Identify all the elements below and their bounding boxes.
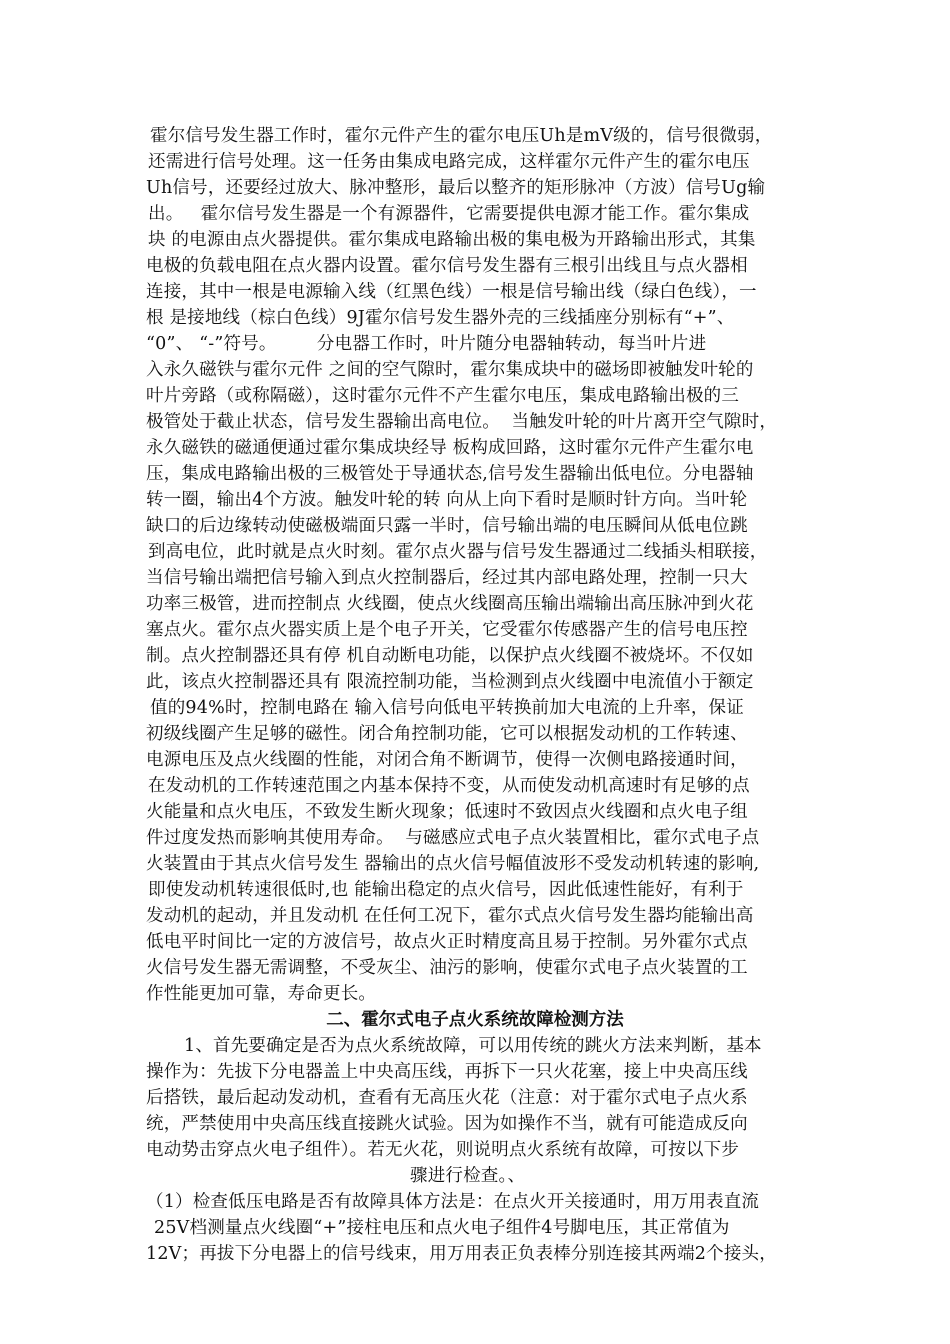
body-line: 制。点火控制器还具有停 机自动断电功能，以保护点火线圈不被烧坏。不仅如 [146, 646, 754, 666]
section-line: 1、首先要确定是否为点火系统故障，可以用传统的跳火方法来判断，基本 [184, 1036, 762, 1056]
body-line: 值的94%时，控制电路在 输入信号向低电平转换前加大电流的上升率，保证 [150, 698, 744, 718]
body-line: 此，该点火控制器还具有 限流控制功能，当检测到点火线圈中电流值小于额定 [146, 672, 754, 692]
section-line: （1）检查低压电路是否有故障具体方法是：在点火开关接通时，用万用表直流 [146, 1192, 760, 1212]
body-line: 永久磁铁的磁通便通过霍尔集成块经导 板构成回路，这时霍尔元件产生霍尔电 [146, 438, 754, 458]
section-line: 12V；再拔下分电器上的信号线束，用万用表正负表棒分别连接其两端2个接头， [146, 1244, 777, 1264]
body-line: 叶片旁路（或称隔磁），这时霍尔元件不产生霍尔电压，集成电路输出极的三 [146, 386, 740, 406]
body-line: 当信号输出端把信号输入到点火控制器后，经过其内部电路处理，控制一只大 [146, 568, 748, 588]
body-line: 火信号发生器无需调整，不受灰尘、油污的影响，使霍尔式电子点火装置的工 [146, 958, 748, 978]
body-line: 火装置由于其点火信号发生 器输出的点火信号幅值波形不受发动机转速的影响, [146, 854, 760, 874]
body-line: 块 的电源由点火器提供。霍尔集成电路输出极的集电极为开路输出形式，其集 [148, 230, 756, 250]
body-line: 到高电位，此时就是点火时刻。霍尔点火器与信号发生器通过二线插头相联接， [148, 542, 768, 562]
section-line: 统，严禁使用中央高压线直接跳火试验。因为如操作不当，就有可能造成反向 [146, 1114, 748, 1134]
body-line: 作性能更加可靠，寿命更长。 [146, 984, 377, 1004]
section-line: 骤进行检查。、 [410, 1166, 526, 1186]
body-line: 霍尔信号发生器工作时，霍尔元件产生的霍尔电压Uh是mV级的，信号很微弱， [150, 126, 773, 146]
body-line: 功率三极管，进而控制点 火线圈，使点火线圈高压输出端输出高压脉冲到火花 [146, 594, 754, 614]
body-line: 根 是接地线（棕白色线）9J霍尔信号发生器外壳的三线插座分别标有“+”、 [146, 308, 735, 328]
body-line: 还需进行信号处理。这一任务由集成电路完成，这样霍尔元件产生的霍尔电压 [148, 152, 750, 172]
body-line: 低电平时间比一定的方波信号，故点火正时精度高且易于控制。另外霍尔式点 [146, 932, 748, 952]
section-line: 电动势击穿点火电子组件）。若无火花，则说明点火系统有故障，可按以下步 [146, 1140, 740, 1160]
section-line: 25V档测量点火线圈“+”接柱电压和点火电子组件4号脚电压，其正常值为 [154, 1218, 730, 1238]
body-line: 缺口的后边缘转动使磁极端面只露一半时，信号输出端的电压瞬间从低电位跳 [146, 516, 748, 536]
body-line: 电源电压及点火线圈的性能，对闭合角不断调节，使得一次侧电路接通时间， [146, 750, 748, 770]
body-line: Uh信号，还要经过放大、脉冲整形，最后以整齐的矩形脉冲（方波）信号Ug输 [146, 178, 766, 198]
body-line: 压，集成电路输出极的三极管处于导通状态,信号发生器输出低电位。分电器轴 [146, 464, 754, 484]
body-line: 极管处于截止状态，信号发生器输出高电位。 当触发叶轮的叶片离开空气隙时， [146, 412, 778, 432]
body-line: 入永久磁铁与霍尔元件 之间的空气隙时，霍尔集成块中的磁场即被触发叶轮的 [146, 360, 754, 380]
body-line: “0”、 “-”符号。 分电器工作时，叶片随分电器轴转动，每当叶片进 [146, 334, 707, 354]
body-line: 电极的负载电阻在点火器内设置。霍尔信号发生器有三根引出线且与点火器相 [146, 256, 748, 276]
body-line: 塞点火。霍尔点火器实质上是个电子开关，它受霍尔传感器产生的信号电压控 [146, 620, 748, 640]
body-line: 件过度发热而影响其使用寿命。 与磁感应式电子点火装置相比，霍尔式电子点 [146, 828, 760, 848]
body-line: 连接，其中一根是电源输入线（红黑色线）一根是信号输出线（绿白色线），一 [146, 282, 757, 302]
section-heading: 二、霍尔式电子点火系统故障检测方法 [326, 1010, 624, 1030]
body-line: 即使发动机转速很低时,也 能输出稳定的点火信号，因此低速性能好，有利于 [148, 880, 744, 900]
section-line: 后搭铁，最后起动发动机，查看有无高压火花（注意：对于霍尔式电子点火系 [146, 1088, 748, 1108]
body-line: 发动机的起动，并且发动机 在任何工况下，霍尔式点火信号发生器均能输出高 [146, 906, 754, 926]
body-line: 在发动机的工作转速范围之内基本保持不变，从而使发动机高速时有足够的点 [148, 776, 750, 796]
body-line: 初级线圈产生足够的磁性。闭合角控制功能，它可以根据发动机的工作转速、 [146, 724, 748, 744]
section-line: 操作为：先拔下分电器盖上中央高压线，再拆下一只火花塞，接上中央高压线 [146, 1062, 748, 1082]
body-line: 火能量和点火电压，不致发生断火现象；低速时不致因点火线圈和点火电子组 [146, 802, 748, 822]
body-line: 出。 霍尔信号发生器是一个有源器件，它需要提供电源才能工作。霍尔集成 [148, 204, 750, 224]
body-line: 转一圈，输出4个方波。触发叶轮的转 向从上向下看时是顺时针方向。当叶轮 [146, 490, 748, 510]
